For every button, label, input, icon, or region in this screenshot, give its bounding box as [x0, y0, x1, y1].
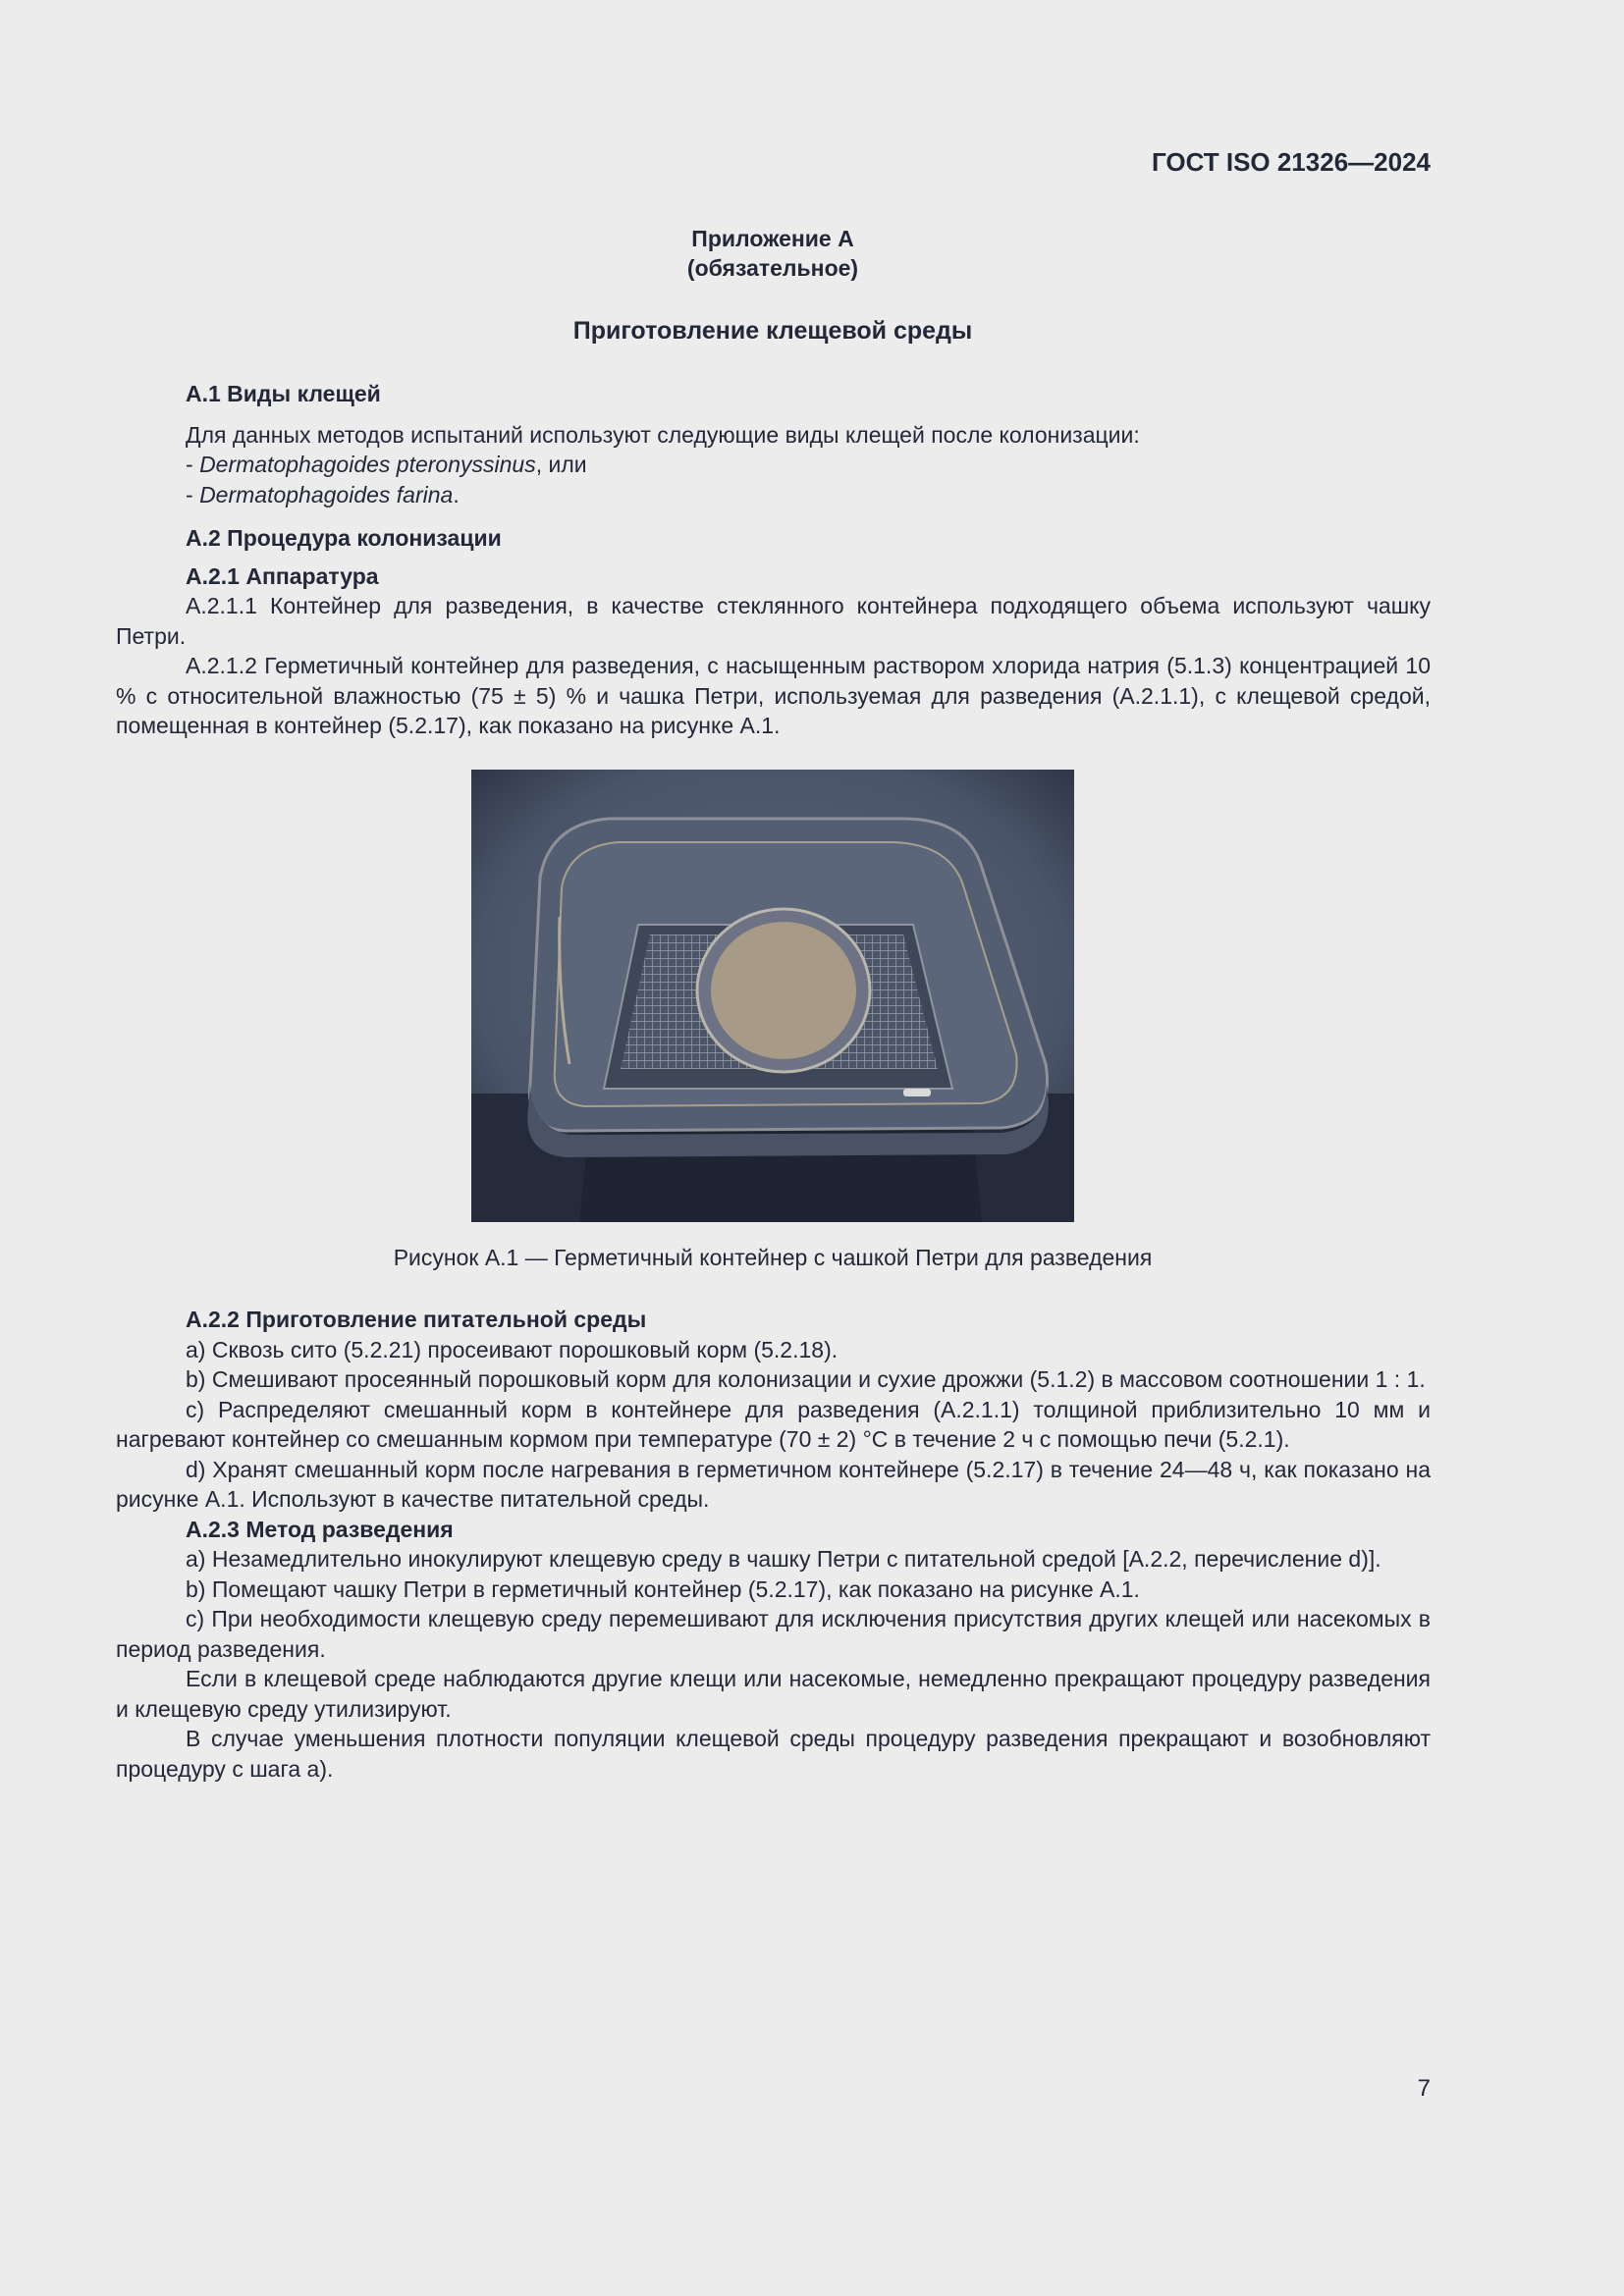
- annex-title: Приготовление клещевой среды: [572, 317, 973, 345]
- annex-status: (обязательное): [686, 255, 859, 281]
- paragraph: В случае уменьшения плотности популяции клещевой среды процедуру разведения прекращают и возобновляют процедуру с шага а).: [116, 1726, 1431, 1782]
- subsection-heading: А.2.1 Аппаратура: [186, 562, 379, 589]
- petri-dish-container-illustration: [471, 770, 1074, 1222]
- paragraph: Для данных методов испытаний используют следующие виды клещей после колонизации:: [186, 421, 1140, 448]
- subsection-heading: А.2.3 Метод разведения: [186, 1516, 454, 1542]
- subsection-heading: А.2.2 Приготовление питательной среды: [186, 1307, 647, 1332]
- list-item: d) Хранят смешанный корм после нагревания в герметичном контейнере (5.2.17) в течение 24—48 ч, как показано на рисунке А.1. Используют в качестве питательной среды.: [116, 1456, 1431, 1512]
- section-heading: А.2 Процедура колонизации: [186, 525, 502, 551]
- list-item: a) Сквозь сито (5.2.21) просеивают порошковый корм (5.2.18).: [186, 1336, 839, 1362]
- section-a1: [116, 379, 1431, 509]
- paragraph: Если в клещевой среде наблюдаются другие клещи или насекомые, немедленно прекращают процедуру разведения и клещевую среду утилизируют.: [116, 1666, 1431, 1722]
- section-heading: А.1 Виды клещей: [186, 381, 381, 406]
- container-photo: [471, 770, 1074, 1222]
- list-item: b) Помещают чашку Петри в герметичный контейнер (5.2.17), как показано на рисунке А.1.: [186, 1575, 1140, 1602]
- list-item: c) При необходимости клещевую среду перемешивают для исключения присутствия других клещей или насекомых в период разведения.: [116, 1606, 1431, 1662]
- section-a22: [116, 1305, 1431, 1784]
- paragraph: А.2.1.1 Контейнер для разведения, в качестве стеклянного контейнера подходящего объема используют чашку Петри.: [116, 593, 1431, 649]
- page-number: 7: [1417, 2075, 1431, 2102]
- list-item: - Dermatophagoides farina.: [186, 481, 460, 507]
- figure-caption: Рисунок А.1 — Герметичный контейнер с чашкой Петри для разведения: [393, 1245, 1153, 1270]
- section-a2: [116, 523, 1431, 741]
- standard-number: ГОСТ ISO 21326—2024: [1151, 147, 1431, 177]
- list-item: - Dermatophagoides pteronyssinus, или: [186, 452, 587, 477]
- annex-name: Приложение А: [691, 226, 854, 251]
- paragraph: А.2.1.2 Герметичный контейнер для разведения, с насыщенным раствором хлорида натрия (5.1.3) концентрацией 10 % с относительной влажностью (75 ± 5) % и чашка Петри, используемая для разведения (А.2.1.1), с клещевой средой, помещенная в контейнер (5.2.17), как показано на рисунке А.1.: [116, 653, 1431, 738]
- list-item: c) Распределяют смешанный корм в контейнере для разведения (А.2.1.1) толщиной приблизительно 10 мм и нагревают контейнер со смешанным кормом при температуре (70 ± 2) °С в течение 2 ч с помощью печи (5.2.1).: [116, 1396, 1431, 1452]
- list-item: b) Смешивают просеянный порошковый корм для колонизации и сухие дрожжи (5.1.2) в массовом соотношении 1 : 1.: [186, 1366, 1426, 1392]
- list-item: a) Незамедлительно инокулируют клещевую среду в чашку Петри с питательной средой [А.2.2, перечисление d)].: [186, 1546, 1381, 1572]
- annex-label: [0, 224, 1545, 283]
